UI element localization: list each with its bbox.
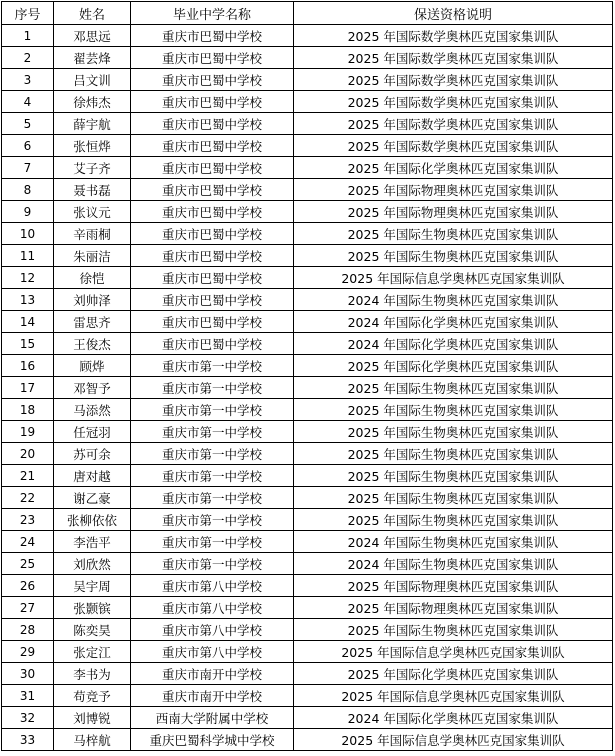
cell-no: 18 bbox=[2, 399, 54, 421]
cell-school: 重庆市巴蜀中学校 bbox=[131, 157, 294, 179]
cell-no: 13 bbox=[2, 289, 54, 311]
table-row bbox=[2, 245, 613, 267]
cell-desc: 2024 年国际生物奥林匹克国家集训队 bbox=[294, 553, 613, 575]
cell-no: 12 bbox=[2, 267, 54, 289]
cell-school: 重庆市巴蜀中学校 bbox=[131, 113, 294, 135]
table-row bbox=[2, 69, 613, 91]
cell-name: 马梓航 bbox=[54, 729, 131, 751]
cell-desc: 2025 年国际物理奥林匹克国家集训队 bbox=[294, 201, 613, 223]
cell-school: 重庆市巴蜀中学校 bbox=[131, 91, 294, 113]
header-school: 毕业中学名称 bbox=[131, 2, 294, 25]
table-row bbox=[2, 641, 613, 663]
cell-name: 吕文训 bbox=[54, 69, 131, 91]
cell-school: 重庆市第一中学校 bbox=[131, 399, 294, 421]
cell-no: 2 bbox=[2, 47, 54, 69]
cell-no: 10 bbox=[2, 223, 54, 245]
table-row bbox=[2, 729, 613, 751]
cell-no: 32 bbox=[2, 707, 54, 729]
cell-desc: 2024 年国际化学奥林匹克国家集训队 bbox=[294, 311, 613, 333]
table-row bbox=[2, 47, 613, 69]
table-row bbox=[2, 201, 613, 223]
cell-school: 重庆市巴蜀中学校 bbox=[131, 267, 294, 289]
table-row bbox=[2, 311, 613, 333]
cell-school: 重庆市第八中学校 bbox=[131, 619, 294, 641]
cell-desc: 2025 年国际数学奥林匹克国家集训队 bbox=[294, 113, 613, 135]
cell-name: 张柳依依 bbox=[54, 509, 131, 531]
cell-no: 20 bbox=[2, 443, 54, 465]
cell-school: 重庆市巴蜀中学校 bbox=[131, 25, 294, 47]
table-row bbox=[2, 663, 613, 685]
table-row bbox=[2, 223, 613, 245]
cell-desc: 2025 年国际数学奥林匹克国家集训队 bbox=[294, 47, 613, 69]
cell-name: 朱丽洁 bbox=[54, 245, 131, 267]
cell-name: 马添然 bbox=[54, 399, 131, 421]
cell-desc: 2025 年国际化学奥林匹克国家集训队 bbox=[294, 157, 613, 179]
cell-no: 30 bbox=[2, 663, 54, 685]
cell-desc: 2025 年国际化学奥林匹克国家集训队 bbox=[294, 663, 613, 685]
cell-no: 5 bbox=[2, 113, 54, 135]
cell-school: 重庆市巴蜀中学校 bbox=[131, 311, 294, 333]
header-no: 序号 bbox=[2, 2, 54, 25]
cell-name: 苏可余 bbox=[54, 443, 131, 465]
cell-desc: 2025 年国际物理奥林匹克国家集训队 bbox=[294, 597, 613, 619]
cell-desc: 2024 年国际生物奥林匹克国家集训队 bbox=[294, 289, 613, 311]
cell-no: 28 bbox=[2, 619, 54, 641]
cell-name: 谢乙豪 bbox=[54, 487, 131, 509]
cell-school: 重庆市巴蜀中学校 bbox=[131, 179, 294, 201]
cell-school: 重庆市第一中学校 bbox=[131, 553, 294, 575]
cell-desc: 2025 年国际信息学奥林匹克国家集训队 bbox=[294, 729, 613, 751]
cell-no: 15 bbox=[2, 333, 54, 355]
cell-no: 8 bbox=[2, 179, 54, 201]
cell-desc: 2025 年国际数学奥林匹克国家集训队 bbox=[294, 135, 613, 157]
table-row bbox=[2, 619, 613, 641]
cell-desc: 2024 年国际生物奥林匹克国家集训队 bbox=[294, 531, 613, 553]
cell-name: 聂书磊 bbox=[54, 179, 131, 201]
cell-name: 王俊杰 bbox=[54, 333, 131, 355]
table-row bbox=[2, 685, 613, 707]
cell-desc: 2025 年国际物理奥林匹克国家集训队 bbox=[294, 179, 613, 201]
cell-desc: 2025 年国际生物奥林匹克国家集训队 bbox=[294, 509, 613, 531]
cell-desc: 2025 年国际生物奥林匹克国家集训队 bbox=[294, 245, 613, 267]
cell-school: 重庆市巴蜀中学校 bbox=[131, 47, 294, 69]
table-row bbox=[2, 333, 613, 355]
cell-school: 重庆市第八中学校 bbox=[131, 575, 294, 597]
cell-no: 25 bbox=[2, 553, 54, 575]
cell-desc: 2025 年国际数学奥林匹克国家集训队 bbox=[294, 91, 613, 113]
cell-name: 邓思远 bbox=[54, 25, 131, 47]
cell-school: 重庆市巴蜀中学校 bbox=[131, 135, 294, 157]
header-desc: 保送资格说明 bbox=[294, 2, 613, 25]
cell-school: 重庆市第一中学校 bbox=[131, 443, 294, 465]
cell-no: 22 bbox=[2, 487, 54, 509]
cell-desc: 2024 年国际化学奥林匹克国家集训队 bbox=[294, 333, 613, 355]
cell-name: 陈奕昊 bbox=[54, 619, 131, 641]
cell-desc: 2025 年国际信息学奥林匹克国家集训队 bbox=[294, 641, 613, 663]
cell-name: 翟芸烽 bbox=[54, 47, 131, 69]
table-row bbox=[2, 289, 613, 311]
table-row bbox=[2, 707, 613, 729]
table-row bbox=[2, 25, 613, 47]
cell-school: 西南大学附属中学校 bbox=[131, 707, 294, 729]
header-name: 姓名 bbox=[54, 2, 131, 25]
cell-desc: 2025 年国际物理奥林匹克国家集训队 bbox=[294, 575, 613, 597]
cell-desc: 2025 年国际生物奥林匹克国家集训队 bbox=[294, 443, 613, 465]
table-row bbox=[2, 179, 613, 201]
cell-name: 张颢镔 bbox=[54, 597, 131, 619]
cell-name: 吴宇周 bbox=[54, 575, 131, 597]
cell-school: 重庆市第一中学校 bbox=[131, 531, 294, 553]
cell-desc: 2025 年国际化学奥林匹克国家集训队 bbox=[294, 355, 613, 377]
table-row bbox=[2, 575, 613, 597]
cell-no: 21 bbox=[2, 465, 54, 487]
cell-desc: 2025 年国际数学奥林匹克国家集训队 bbox=[294, 69, 613, 91]
cell-name: 薛宇航 bbox=[54, 113, 131, 135]
cell-name: 艾子齐 bbox=[54, 157, 131, 179]
table-row bbox=[2, 531, 613, 553]
table-body bbox=[2, 25, 613, 751]
cell-name: 李书为 bbox=[54, 663, 131, 685]
cell-school: 重庆市第一中学校 bbox=[131, 509, 294, 531]
cell-no: 26 bbox=[2, 575, 54, 597]
cell-name: 刘帅泽 bbox=[54, 289, 131, 311]
cell-school: 重庆市第一中学校 bbox=[131, 421, 294, 443]
cell-school: 重庆市第一中学校 bbox=[131, 377, 294, 399]
cell-name: 张恒烨 bbox=[54, 135, 131, 157]
cell-no: 17 bbox=[2, 377, 54, 399]
table-row bbox=[2, 157, 613, 179]
cell-school: 重庆市第一中学校 bbox=[131, 465, 294, 487]
table-row bbox=[2, 113, 613, 135]
cell-school: 重庆市巴蜀中学校 bbox=[131, 289, 294, 311]
cell-desc: 2025 年国际数学奥林匹克国家集训队 bbox=[294, 25, 613, 47]
cell-no: 31 bbox=[2, 685, 54, 707]
cell-name: 雷思齐 bbox=[54, 311, 131, 333]
cell-name: 顾烨 bbox=[54, 355, 131, 377]
cell-school: 重庆市南开中学校 bbox=[131, 663, 294, 685]
cell-school: 重庆市南开中学校 bbox=[131, 685, 294, 707]
cell-name: 徐恺 bbox=[54, 267, 131, 289]
table-row bbox=[2, 91, 613, 113]
table-row bbox=[2, 267, 613, 289]
cell-name: 刘欣然 bbox=[54, 553, 131, 575]
cell-no: 4 bbox=[2, 91, 54, 113]
cell-desc: 2025 年国际生物奥林匹克国家集训队 bbox=[294, 399, 613, 421]
cell-desc: 2025 年国际信息学奥林匹克国家集训队 bbox=[294, 267, 613, 289]
cell-school: 重庆市巴蜀中学校 bbox=[131, 69, 294, 91]
table-row bbox=[2, 553, 613, 575]
cell-desc: 2025 年国际生物奥林匹克国家集训队 bbox=[294, 619, 613, 641]
cell-no: 16 bbox=[2, 355, 54, 377]
cell-no: 14 bbox=[2, 311, 54, 333]
cell-name: 李浩平 bbox=[54, 531, 131, 553]
header-row bbox=[2, 2, 613, 25]
table-row bbox=[2, 355, 613, 377]
cell-school: 重庆市第八中学校 bbox=[131, 597, 294, 619]
cell-desc: 2025 年国际生物奥林匹克国家集训队 bbox=[294, 487, 613, 509]
cell-no: 11 bbox=[2, 245, 54, 267]
cell-no: 3 bbox=[2, 69, 54, 91]
cell-name: 张议元 bbox=[54, 201, 131, 223]
cell-school: 重庆巴蜀科学城中学校 bbox=[131, 729, 294, 751]
cell-no: 24 bbox=[2, 531, 54, 553]
cell-school: 重庆市巴蜀中学校 bbox=[131, 245, 294, 267]
cell-school: 重庆市第一中学校 bbox=[131, 355, 294, 377]
cell-no: 33 bbox=[2, 729, 54, 751]
cell-name: 张定江 bbox=[54, 641, 131, 663]
cell-desc: 2025 年国际生物奥林匹克国家集训队 bbox=[294, 377, 613, 399]
cell-no: 19 bbox=[2, 421, 54, 443]
cell-name: 任冠羽 bbox=[54, 421, 131, 443]
cell-school: 重庆市巴蜀中学校 bbox=[131, 223, 294, 245]
table-row bbox=[2, 377, 613, 399]
cell-school: 重庆市第八中学校 bbox=[131, 641, 294, 663]
cell-name: 刘博锐 bbox=[54, 707, 131, 729]
cell-no: 9 bbox=[2, 201, 54, 223]
table-row bbox=[2, 465, 613, 487]
cell-name: 唐对越 bbox=[54, 465, 131, 487]
cell-desc: 2024 年国际化学奥林匹克国家集训队 bbox=[294, 707, 613, 729]
cell-no: 1 bbox=[2, 25, 54, 47]
cell-school: 重庆市巴蜀中学校 bbox=[131, 333, 294, 355]
table-row bbox=[2, 399, 613, 421]
table-row bbox=[2, 421, 613, 443]
table-row bbox=[2, 597, 613, 619]
cell-desc: 2025 年国际生物奥林匹克国家集训队 bbox=[294, 465, 613, 487]
cell-school: 重庆市巴蜀中学校 bbox=[131, 201, 294, 223]
cell-name: 辛雨桐 bbox=[54, 223, 131, 245]
student-table bbox=[1, 1, 613, 751]
cell-no: 27 bbox=[2, 597, 54, 619]
cell-desc: 2025 年国际生物奥林匹克国家集训队 bbox=[294, 421, 613, 443]
table-row bbox=[2, 487, 613, 509]
cell-no: 29 bbox=[2, 641, 54, 663]
cell-no: 23 bbox=[2, 509, 54, 531]
table-row bbox=[2, 443, 613, 465]
table-row bbox=[2, 509, 613, 531]
table-row bbox=[2, 135, 613, 157]
cell-name: 邓智予 bbox=[54, 377, 131, 399]
cell-name: 苟竞予 bbox=[54, 685, 131, 707]
cell-desc: 2025 年国际生物奥林匹克国家集训队 bbox=[294, 223, 613, 245]
cell-desc: 2025 年国际信息学奥林匹克国家集训队 bbox=[294, 685, 613, 707]
cell-school: 重庆市第一中学校 bbox=[131, 487, 294, 509]
cell-no: 7 bbox=[2, 157, 54, 179]
cell-no: 6 bbox=[2, 135, 54, 157]
cell-name: 徐炜杰 bbox=[54, 91, 131, 113]
